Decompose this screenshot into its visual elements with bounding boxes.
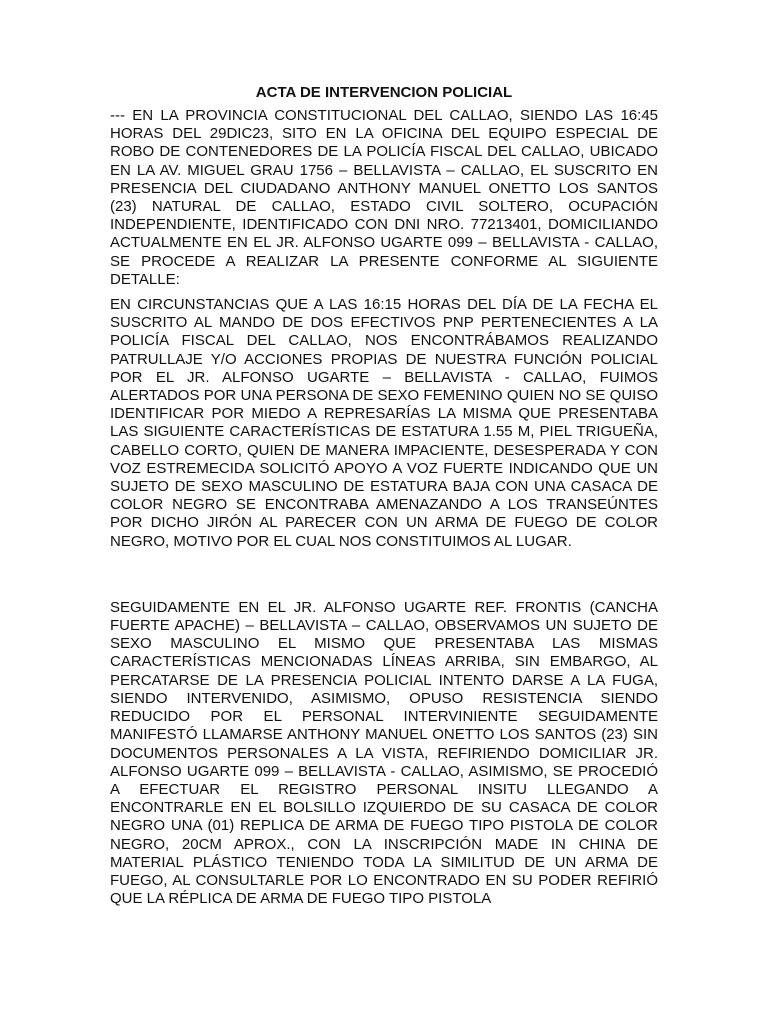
paragraph-spacer [110, 558, 658, 599]
paragraph-circumstances: EN CIRCUNSTANCIAS QUE A LAS 16:15 HORAS DEL DÍA DE LA FECHA EL SUSCRITO AL MANDO DE DOS EFECTIVOS PNP PERTENECIENTES A LA POLICÍA FISCAL DEL CALLAO, NOS ENCONTRÁBAMOS REALIZANDO PATRULLAJE Y/O ACCIONES PROPIAS DE NUESTRA FUNCIÓN POLICIAL POR EL JR. ALFONSO UGARTE – BELLAVISTA - CALLAO, FUIMOS ALERTADOS POR UNA PERSONA DE SEXO FEMENINO QUIEN NO SE QUISO IDENTIFICAR POR MIEDO A REPRESARÍAS LA MISMA QUE PRESENTABA LAS SIGUIENTE CARACTERÍSTICAS DE ESTATURA 1.55 M, PIEL TRIGUEÑA, CABELLO CORTO, QUIEN DE MANERA IMPACIENTE, DESESPERADA Y CON VOZ ESTREMECIDA SOLICITÓ APOYO A VOZ FUERTE INDICANDO QUE UN SUJETO DE SEXO MASCULINO DE ESTATURA BAJA CON UNA CASACA DE COLOR NEGRO SE ENCONTRABA AMENAZANDO A LOS TRANSEÚNTES POR DICHO JIRÓN AL PARECER CON UN ARMA DE FUEGO DE COLOR NEGRO, MOTIVO POR EL CUAL NOS CONSTITUIMOS AL LUGAR. [110, 296, 658, 550]
document-title: ACTA DE INTERVENCION POLICIAL [255, 84, 513, 101]
paragraph-opening: --- EN LA PROVINCIA CONSTITUCIONAL DEL CALLAO, SIENDO LAS 16:45 HORAS DEL 29DIC23, SITO EN LA OFICINA DEL EQUIPO ESPECIAL DE ROBO DE CONTENEDORES DE LA POLICÍA FISCAL DEL CALLAO, UBICADO EN LA AV. MIGUEL GRAU 1756 – BELLAVISTA – CALLAO, EL SUSCRITO EN PRESENCIA DEL CIUDADANO ANTHONY MANUEL ONETTO LOS SANTOS (23) NATURAL DE CALLAO, ESTADO CIVIL SOLTERO, OCUPACIÓN INDEPENDIENTE, IDENTIFICADO CON DNI NRO. 77213401, DOMICILIANDO ACTUALMENTE EN EL JR. ALFONSO UGARTE 099 – BELLAVISTA - CALLAO, SE PROCEDE A REALIZAR LA PRESENTE CONFORME AL SIGUIENTE DETALLE: [110, 107, 658, 288]
paragraph-intervention: SEGUIDAMENTE EN EL JR. ALFONSO UGARTE REF. FRONTIS (CANCHA FUERTE APACHE) – BELLAVISTA – CALLAO, OBSERVAMOS UN SUJETO DE SEXO MASCULINO EL MISMO QUE PRESENTABA LAS MISMAS CARACTERÍSTICAS MENCIONADAS LÍNEAS ARRIBA, SIN EMBARGO, AL PERCATARSE DE LA PRESENCIA POLICIAL INTENTO DARSE A LA FUGA, SIENDO INTERVENIDO, ASIMISMO, OPUSO RESISTENCIA SIENDO REDUCIDO POR EL PERSONAL INTERVINIENTE SEGUIDAMENTE MANIFESTÓ LLAMARSE ANTHONY MANUEL ONETTO LOS SANTOS (23) SIN DOCUMENTOS PERSONALES A LA VISTA, REFIRIENDO DOMICILIAR JR. ALFONSO UGARTE 099 – BELLAVISTA - CALLAO, ASIMISMO, SE PROCEDIÓ A EFECTUAR EL REGISTRO PERSONAL INSITU LLEGANDO A ENCONTRARLE EN EL BOLSILLO IZQUIERDO DE SU CASACA DE COLOR NEGRO UNA (01) REPLICA DE ARMA DE FUEGO TIPO PISTOLA DE COLOR NEGRO, 20CM APROX., CON LA INSCRIPCIÓN MADE IN CHINA DE MATERIAL PLÁSTICO TENIENDO TODA LA SIMILITUD DE UN ARMA DE FUEGO, AL CONSULTARLE POR LO ENCONTRADO EN SU PODER REFIRIÓ QUE LA RÉPLICA DE ARMA DE FUEGO TIPO PISTOLA [110, 598, 658, 908]
document-body [110, 84, 658, 915]
